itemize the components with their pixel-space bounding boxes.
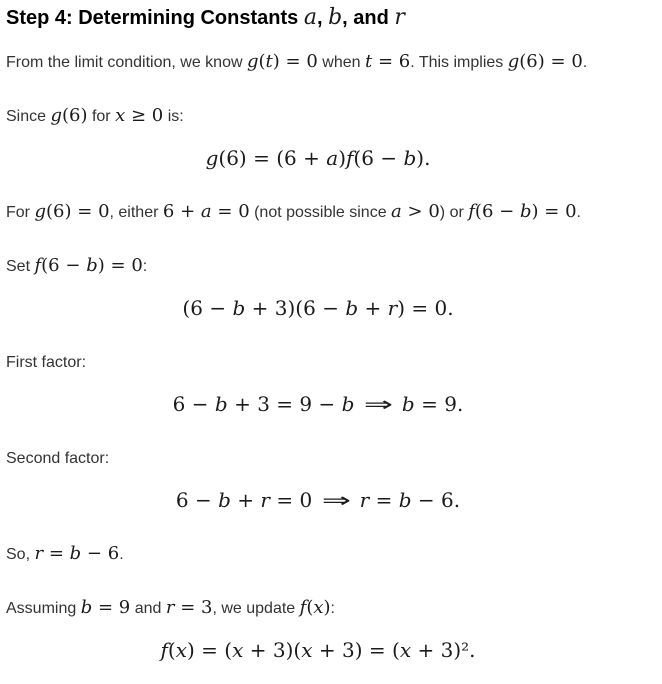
text-run: . — [582, 54, 588, 71]
math-run: 6 − b + r = 0 ⇒ r = b − 6. — [175, 488, 461, 512]
text-run: : — [142, 258, 148, 275]
math-run: t = 6 — [364, 51, 411, 72]
text-run: Assuming — [6, 600, 81, 617]
section-heading — [6, 4, 662, 32]
math-run: r = b − 6 — [34, 543, 120, 564]
text-run: For — [6, 204, 35, 221]
text-run: (not possible since — [249, 204, 392, 221]
paragraph — [6, 542, 662, 568]
math-run: f(6 − b) = 0 — [34, 255, 143, 276]
text-run: , and — [342, 7, 395, 29]
paragraph — [6, 596, 662, 622]
math-run: f(6 − b) = 0 — [468, 201, 577, 222]
document-content — [6, 4, 662, 666]
math-run: g(6) = 0 — [507, 51, 583, 72]
display-equation — [6, 636, 662, 666]
text-run: . — [576, 204, 581, 221]
paragraph — [6, 50, 662, 76]
text-run: From the limit condition, we know — [6, 54, 247, 71]
math-run: r — [394, 5, 405, 30]
text-run: when — [317, 54, 365, 71]
math-run: 6 − b + 3 = 9 − b ⇒ b = 9. — [172, 392, 464, 416]
text-run: So, — [6, 546, 35, 563]
text-run: Set — [6, 258, 35, 275]
display-equation — [6, 390, 662, 420]
text-run: , we update — [212, 600, 300, 617]
math-run: x ≥ 0 — [115, 105, 164, 126]
math-run: f(x) — [299, 597, 331, 618]
text-run: . This implies — [410, 54, 508, 71]
paragraph — [6, 446, 662, 472]
math-run: a — [303, 5, 317, 30]
math-run: (6 − b + 3)(6 − b + r) = 0. — [182, 296, 454, 320]
display-equation — [6, 144, 662, 174]
text-run: : — [330, 600, 335, 617]
math-run: g(6) = 0 — [34, 201, 110, 222]
text-run: Step 4: Determining Constants — [6, 7, 304, 29]
math-run: b — [328, 5, 343, 30]
text-run: is: — [163, 108, 184, 125]
paragraph — [6, 104, 662, 130]
text-run: for — [87, 108, 116, 125]
implies-arrow-icon: ⇒ — [321, 488, 351, 512]
display-equation — [6, 294, 662, 324]
display-equation — [6, 486, 662, 516]
paragraph — [6, 200, 662, 226]
text-run: First factor: — [6, 354, 87, 371]
math-run: g(t) = 0 — [246, 51, 318, 72]
implies-arrow-icon: ⇒ — [363, 392, 393, 416]
text-run: Second factor: — [6, 450, 110, 467]
text-run: . — [119, 546, 124, 563]
math-run: r = 3 — [165, 597, 213, 618]
math-run: 6 + a = 0 — [162, 201, 250, 222]
math-run: g(6) = (6 + a)f(6 − b). — [205, 146, 431, 170]
text-run: , — [316, 7, 329, 29]
math-run: g(6) — [50, 105, 88, 126]
paragraph — [6, 254, 662, 280]
math-run: b = 9 — [80, 597, 131, 618]
text-run: Since — [6, 108, 51, 125]
paragraph — [6, 350, 662, 376]
text-run: , either — [109, 204, 163, 221]
math-run: a > 0 — [391, 201, 440, 222]
math-run: f(x) = (x + 3)(x + 3) = (x + 3)². — [160, 638, 476, 662]
text-run: ) or — [439, 204, 469, 221]
text-run: and — [130, 600, 166, 617]
